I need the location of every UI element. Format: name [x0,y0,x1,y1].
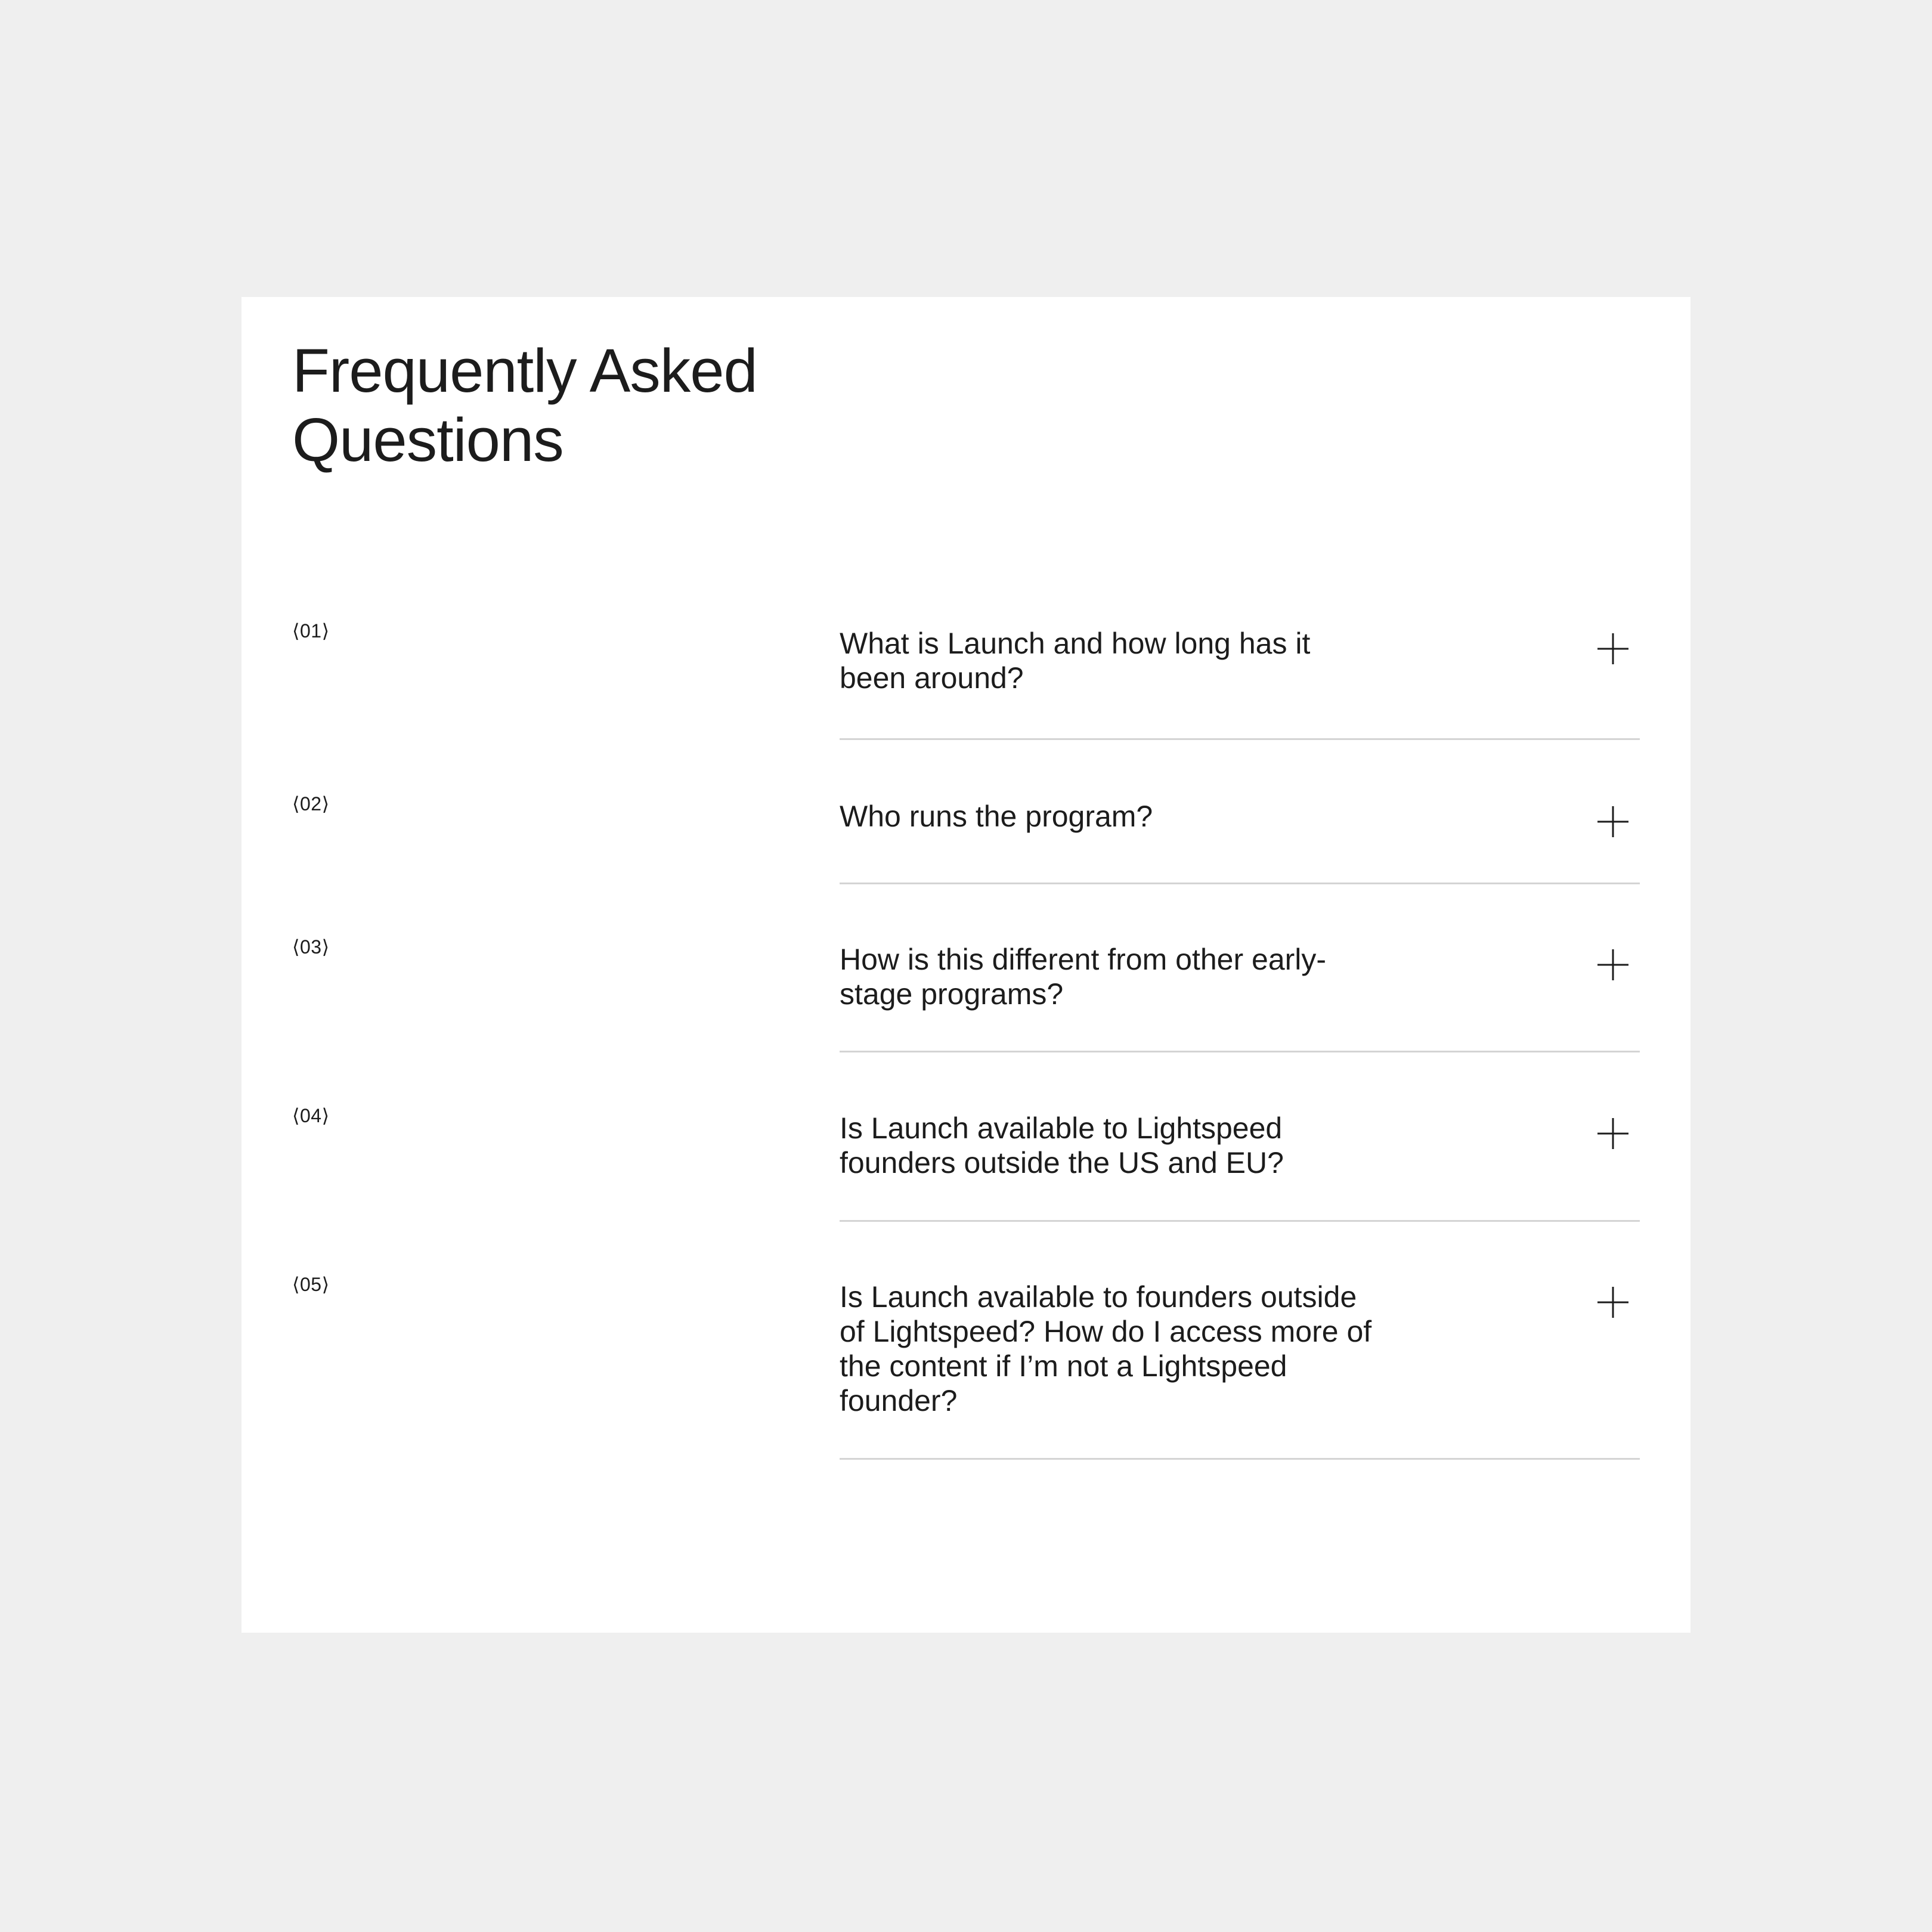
faq-divider [840,883,1640,884]
faq-title: Frequently Asked Questions [292,336,757,474]
faq-item-number: ⟨01⟩ [292,620,330,642]
faq-divider [840,1220,1640,1222]
faq-divider [840,1051,1640,1052]
faq-item-question[interactable]: How is this different from other early-stage programs? [840,943,1327,1011]
plus-icon[interactable] [1596,1286,1630,1319]
plus-icon[interactable] [1596,948,1630,982]
plus-icon[interactable] [1596,632,1630,665]
faq-divider [840,1458,1640,1460]
plus-icon[interactable] [1596,1117,1630,1150]
faq-item-number: ⟨02⟩ [292,793,330,815]
faq-item-number: ⟨03⟩ [292,936,330,958]
faq-list [242,297,1690,1633]
faq-item-question[interactable]: What is Launch and how long has it been around? [840,627,1311,695]
faq-divider [840,738,1640,740]
faq-section [242,297,1690,1633]
plus-icon[interactable] [1596,805,1630,838]
faq-item-number: ⟨05⟩ [292,1274,330,1295]
faq-item-question[interactable]: Is Launch available to founders outside of Lightspeed? How do I access more of the content if I’m not a Lightspeed founder? [840,1280,1372,1417]
faq-item-number: ⟨04⟩ [292,1105,330,1126]
faq-item-question[interactable]: Who runs the program? [840,800,1153,833]
faq-item-question[interactable]: Is Launch available to Lightspeed founders outside the US and EU? [840,1111,1284,1179]
